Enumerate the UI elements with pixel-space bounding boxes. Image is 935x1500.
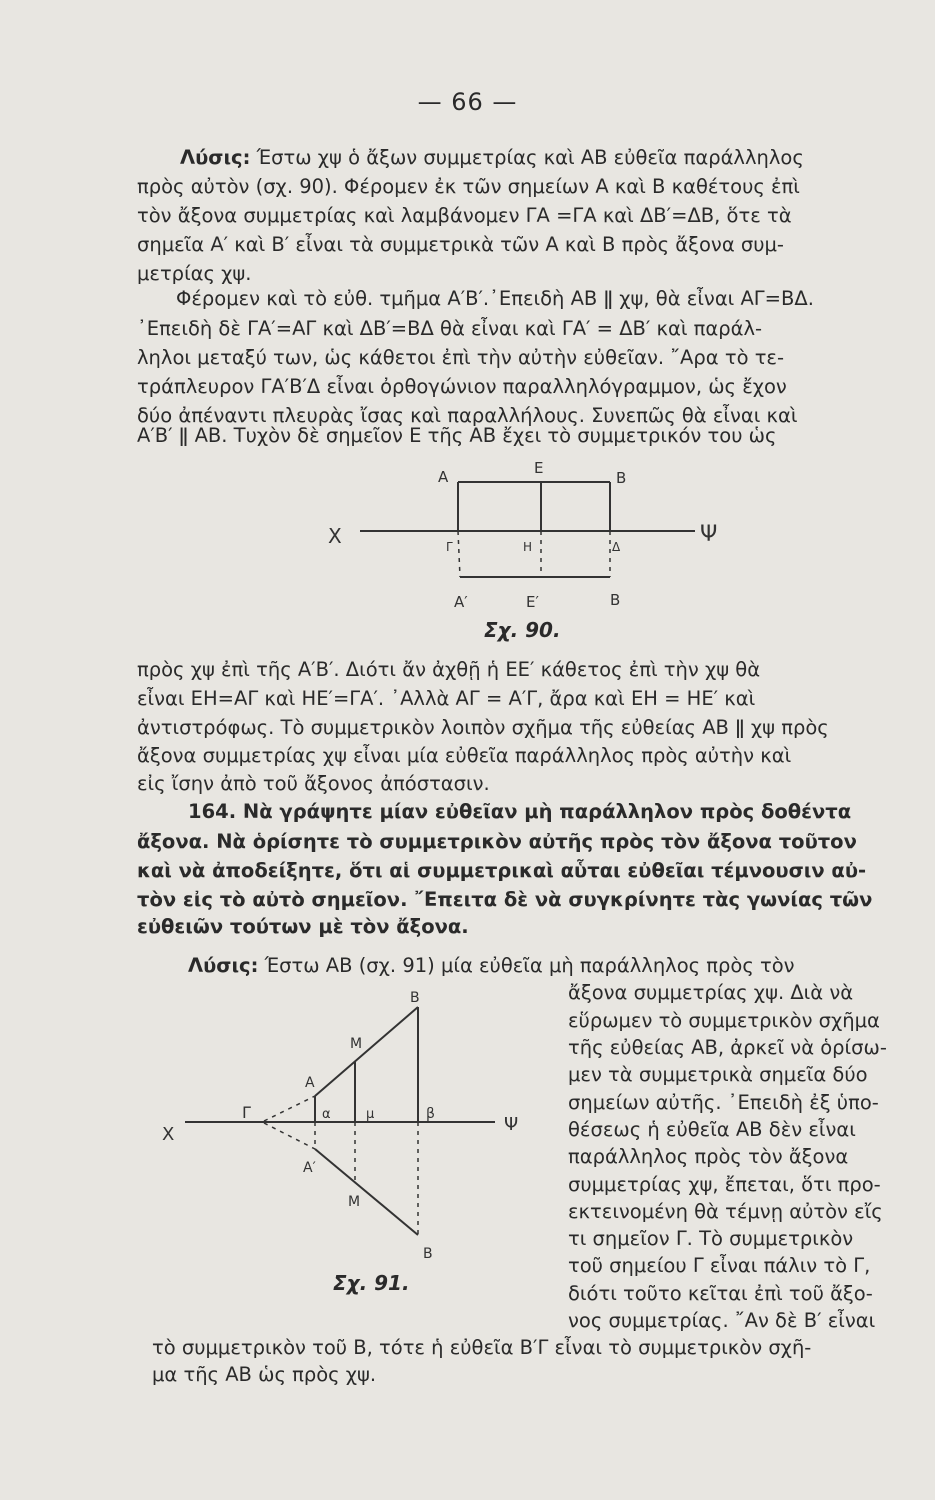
figure-91 (160, 990, 560, 1280)
text-span: Έστω χψ ὁ ἄξων συμμετρίας καὶ ΑΒ εὐθεῖα παράλληλος (256, 146, 804, 169)
label-a-small: α (322, 1107, 331, 1122)
label-b1: Β (423, 1246, 433, 1262)
label-b: Β (410, 990, 420, 1006)
line-ab (315, 1007, 418, 1096)
text-line: τι σημεῖον Γ. Τὸ συμμετρικὸν (568, 1227, 854, 1250)
label-g: Γ (242, 1103, 251, 1122)
text-line: τὸν ἄξονα συμμετρίας καὶ λαμβάνομεν ΓΑ =ΓΑ καὶ ΔΒ′=ΔΒ, ὅτε τὰ (137, 204, 792, 227)
text-line: τὸ συμμετρικὸν τοῦ Β, τότε ἡ εὐθεῖα Β′Γ εἶναι τὸ συμμετρικὸν σχῆ- (152, 1336, 812, 1359)
text-line: εκτεινομένη θὰ τέμνῃ αὐτὸν εἴς (568, 1200, 883, 1223)
label-b1: Β (610, 591, 621, 609)
label-x: Χ (328, 524, 342, 548)
text-line: μετρίας χψ. (137, 262, 252, 285)
text-line: εἶναι ΕΗ=ΑΓ καὶ ΗΕ′=ΓΑ′. ᾿Αλλὰ ΑΓ = Α′Γ, ἄρα καὶ ΕΗ = ΗΕ′ καὶ (137, 687, 756, 710)
text-line: σημείων αὐτῆς. ᾿Επειδὴ ἐξ ὑπο- (568, 1091, 879, 1114)
text-line: σημεῖα Α′ καὶ Β′ εἶναι τὰ συμμετρικὰ τῶν Α καὶ Β πρὸς ἄξονα συμ- (137, 233, 784, 256)
text-line: εἰς ἴσην ἀπὸ τοῦ ἄξονος ἀπόστασιν. (137, 772, 490, 795)
caption-fig-91: Σχ. 91. (333, 1271, 410, 1295)
label-m: Μ (350, 1036, 363, 1052)
label-d: Δ (612, 540, 621, 554)
text-line: ἄξονα. Νὰ ὁρίσητε τὸ συμμετρικὸν αὐτῆς πρὸς τὸν ἄξονα τοῦτον (137, 830, 857, 853)
text-line: τοῦ σημείου Γ εἶναι πάλιν τὸ Γ, (568, 1254, 871, 1277)
text-line: Φέρομεν καὶ τὸ εὐθ. τμῆμα Α′Β′.᾿Επειδὴ ΑΒ ǁ χψ, θὰ εἶναι ΑΓ=ΒΔ. (176, 287, 814, 310)
text-line (180, 143, 804, 173)
text-line: καὶ νὰ ἀποδείξητε, ὅτι αἱ συμμετρικαὶ αὗται εὐθεῖαι τέμνουσιν αὐ- (137, 859, 867, 882)
text-line: συμμετρίας χψ, ἔπεται, ὅτι προ- (568, 1173, 881, 1196)
label-e1: Ε′ (526, 593, 539, 611)
text-line: πρὸς αὐτὸν (σχ. 90). Φέρομεν ἐκ τῶν σημείων Α καὶ Β καθέτους ἐπὶ (137, 175, 800, 198)
text-line: πρὸς χψ ἐπὶ τῆς Α′Β′. Διότι ἄν ἀχθῇ ἡ ΕΕ′ κάθετος ἐπὶ τὴν χψ θὰ (137, 658, 761, 681)
solution-label: Λύσις: (180, 146, 251, 169)
text-line: μεν τὰ συμμετρικὰ σημεῖα δύο (568, 1063, 868, 1086)
label-x: Χ (162, 1124, 175, 1145)
text-line: θέσεως ἡ εὐθεῖα ΑΒ δὲν εἶναι (568, 1118, 856, 1141)
text-line: ἄξονα συμμετρίας χψ εἶναι μία εὐθεῖα παράλληλος πρὸς αὐτὴν καὶ (137, 744, 792, 767)
text-line: τὸν εἰς τὸ αὐτὸ σημεῖον. ῎Επειτα δὲ νὰ συγκρίνητε τὰς γωνίας τῶν (137, 888, 873, 911)
label-a1: Α′ (303, 1160, 316, 1176)
text-line (188, 797, 851, 827)
text-span: Νὰ γράψητε μίαν εὐθεῖαν μὴ παράλληλον πρὸς δοθέντα (242, 800, 852, 823)
problem-number: 164. (188, 800, 237, 823)
line-a1b1 (315, 1149, 418, 1235)
text-line: δύο ἀπέναντι πλευρὰς ἴσας καὶ παραλλήλους. Συνεπῶς θὰ εἶναι καὶ (137, 404, 798, 427)
label-m1: Μ (348, 1194, 361, 1210)
text-line: μα τῆς ΑΒ ὡς πρὸς χψ. (152, 1363, 377, 1386)
dashed-extension-2 (264, 1123, 315, 1149)
text-line: τῆς εὐθείας ΑΒ, ἀρκεῖ νὰ ὁρίσω- (568, 1036, 887, 1059)
text-line: ἀντιστρόφως. Τὸ συμμετρικὸν λοιπὸν σχῆμα τῆς εὐθείας ΑΒ ǁ χψ πρὸς (137, 716, 829, 739)
text-line (188, 951, 795, 981)
text-line: ἄξονα συμμετρίας χψ. Διὰ νὰ (568, 981, 854, 1004)
label-a: Α (305, 1075, 315, 1091)
label-beta: β (426, 1106, 435, 1122)
label-a1: Α′ (454, 593, 468, 611)
dashed-extension (264, 1096, 315, 1121)
text-line: παράλληλος πρὸς τὸν ἄξονα (568, 1145, 849, 1168)
caption-fig-90: Σχ. 90. (484, 618, 561, 642)
label-e: Ε (534, 459, 544, 477)
label-b: Β (616, 469, 627, 487)
text-line: ληλοι μεταξύ των, ὡς κάθετοι ἐπὶ τὴν αὐτὴν εὐθεῖαν. ῎Αρα τὸ τε- (137, 346, 785, 369)
text-line: διότι τοῦτο κεῖται ἐπὶ τοῦ ἄξο- (568, 1282, 873, 1305)
label-h: Η (523, 540, 533, 554)
text-line: τράπλευρον ΓΑ′Β′Δ εἶναι ὀρθογώνιον παραλληλόγραμμον, ὡς ἔχον (137, 375, 787, 398)
text-line: ᾿Επειδὴ δὲ ΓΑ′=ΑΓ καὶ ΔΒ′=ΒΔ θὰ εἶναι καὶ ΓΑ′ = ΔΒ′ καὶ παράλ- (137, 317, 763, 340)
label-psi: Ψ (504, 1114, 519, 1135)
label-g: Γ (446, 540, 453, 554)
dashed-a1 (458, 531, 460, 577)
label-mu: μ (366, 1107, 375, 1122)
text-line: εὐθειῶν τούτων μὲ τὸν ἄξονα. (137, 915, 469, 938)
text-line: νος συμμετρίας. ῎Αν δὲ Β′ εἶναι (568, 1309, 876, 1332)
label-a: Α (438, 468, 449, 486)
text-line: εὕρωμεν τὸ συμμετρικὸν σχῆμα (568, 1009, 880, 1032)
page-number: — 66 — (417, 88, 518, 116)
label-psi: Ψ (700, 522, 718, 547)
text-line: Α′Β′ ǁ ΑΒ. Τυχὸν δὲ σημεῖον Ε τῆς ΑΒ ἔχει τὸ συμμετρικόν του ὡς (137, 424, 777, 447)
solution-label: Λύσις: (188, 954, 259, 977)
text-span: Έστω ΑΒ (σχ. 91) μία εὐθεῖα μὴ παράλληλος πρὸς τὸν (264, 954, 795, 977)
